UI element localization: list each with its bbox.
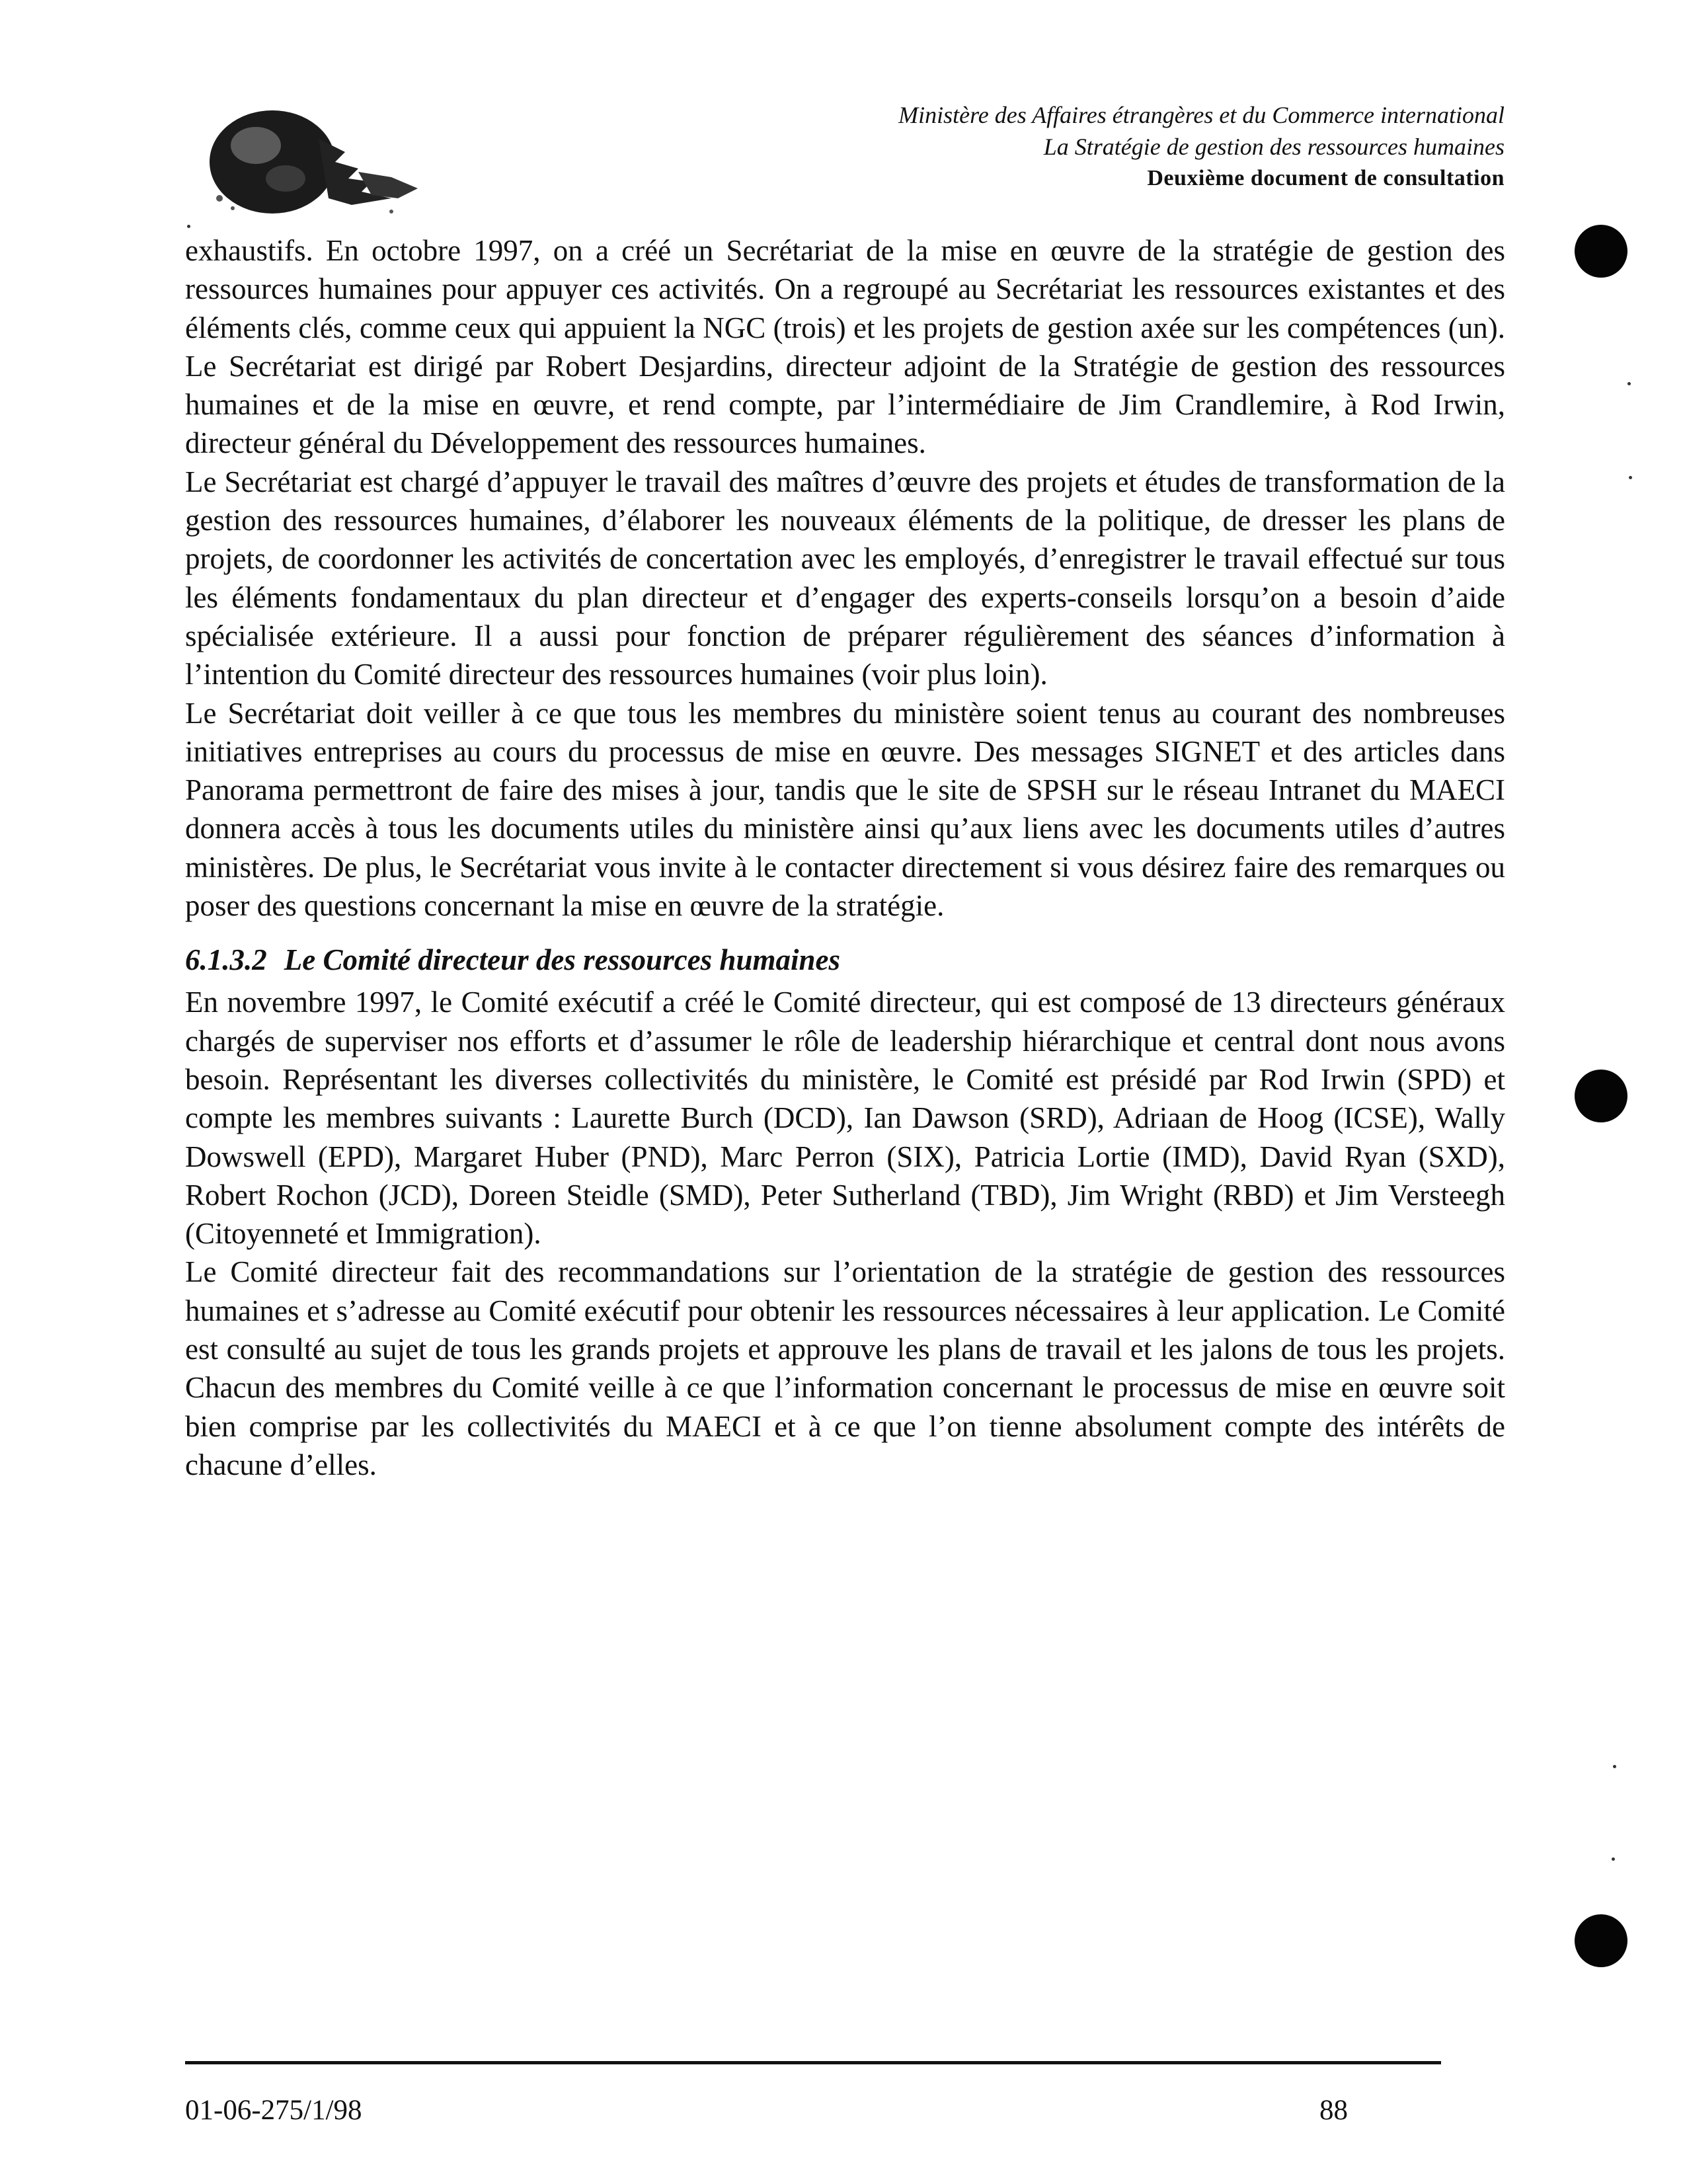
header-ministry: Ministère des Affaires étrangères et du Commerce international [898,102,1505,128]
footer-page-number: 88 [1319,2095,1348,2126]
paragraph: En novembre 1997, le Comité exécutif a créé le Comité directeur, qui est composé de 13 directeurs généraux chargés de superviser nos efforts et d’assumer le rôle de leadership hiérarchique et central dont nous avons besoin. Représentant les diverses collectivités du ministère, le Comité est présidé par Rod Irwin (SPD) et compte les membres suivants : Laurette Burch (DCD), Ian Dawson (SRD), Adriaan de Hoog (ICSE), Wally Dowswell (EPD), Margaret Huber (PND), Marc Perron (SIX), Patricia Lortie (IMD), David Ryan (SXD), Robert Rochon (JCD), Doreen Steidle (SMD), Peter Sutherland (TBD), Jim Wright (RBD) et Jim Versteegh (Citoyenneté et Immigration). [185,986,1505,1251]
footer-doc-number: 01-06-275/1/98 [185,2095,362,2126]
main-content [185,231,1505,1484]
section-heading [185,941,1505,979]
punch-hole-icon [1575,1070,1627,1122]
paragraph: Le Comité directeur fait des recommandations sur l’orientation de la stratégie de gestion des ressources humaines et s’adresse au Comité exécutif pour obtenir les ressources nécessaires à leur application. Le Comité est consulté au sujet de tous les grands projets et approuve les plans de travail et les jalons de tous les projets. Chacun des membres du Comité veille à ce que l’information concernant le processus de mise en œuvre soit bien comprise par les collectivités du MAECI et à ce que l’on tienne absolument compte des intérêts de chacune d’elles. [185,1255,1505,1481]
paragraph: Le Secrétariat est chargé d’appuyer le travail des maîtres d’œuvre des projets et études de transformation de la gestion des ressources humaines, d’élaborer les nouveaux éléments de la politique, de dresser les plans de projets, de coordonner les activités de concertation avec les employés, d’enregistrer le travail effectué sur tous les éléments fondamentaux du plan directeur et d’engager des experts-conseils lorsqu’on a besoin d’aide spécialisée extérieure. Il a aussi pour fonction de préparer régulièrement des séances d’information à l’intention du Comité directeur des ressources humaines (voir plus loin). [185,465,1505,691]
footer-rule [185,2061,1441,2064]
scan-speck [1612,1857,1615,1861]
header-consultation: Deuxième document de consultation [1147,166,1505,190]
paragraph: exhaustifs. En octobre 1997, on a créé un Secrétariat de la mise en œuvre de la stratégie de gestion des ressources humaines pour appuyer ces activités. On a regroupé au Secrétariat les ressources existantes et des éléments clés, comme ceux qui appuient la NGC (trois) et les projets de gestion axée sur les compétences (un). Le Secrétariat est dirigé par Robert Desjardins, directeur adjoint de la Stratégie de gestion des ressources humaines et de la mise en œuvre, et rend compte, par l’intermédiaire de Jim Crandlemire, à Rod Irwin, directeur général du Développement des ressources humaines. [185,234,1505,460]
paragraph: Le Secrétariat doit veiller à ce que tous les membres du ministère soient tenus au courant des nombreuses initiatives entreprises au cours du processus de mise en œuvre. Des messages SIGNET et des articles dans Panorama permettront de faire des mises à jour, tandis que le site de SPSH sur le réseau Intranet du MAECI donnera accès à tous les documents utiles du ministère ainsi qu’aux liens avec les documents utiles d’autres ministères. De plus, le Secrétariat vous invite à le contacter directement si vous désirez faire des remarques ou poser des questions concernant la mise en œuvre de la stratégie. [185,696,1505,923]
section-title: Le Comité directeur des ressources humaines [284,943,840,977]
header-strategy: La Stratégie de gestion des ressources humaines [1043,134,1505,160]
section-number: 6.1.3.2 [185,943,267,977]
scan-speck [1629,476,1632,479]
scan-speck [187,225,190,228]
punch-hole-icon [1575,1914,1627,1967]
scan-speck [1627,382,1631,385]
scan-speck [1613,1765,1616,1768]
ministry-logo-icon [193,99,444,221]
running-header [513,99,1505,194]
punch-hole-icon [1575,225,1627,278]
